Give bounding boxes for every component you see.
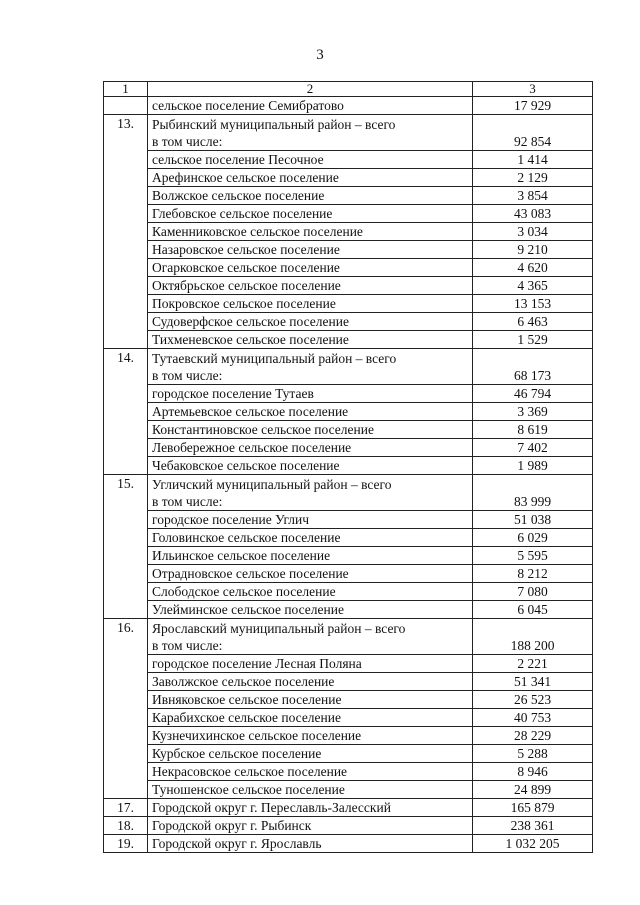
row-value: 17 929 [473, 97, 593, 115]
row-name: Угличский муниципальный район – всего в том числе: [148, 475, 473, 511]
row-name: Артемьевское сельское поселение [148, 403, 473, 421]
row-number: 17. [104, 799, 148, 817]
row-number: 15. [104, 475, 148, 511]
table-row [104, 259, 593, 277]
row-number: 19. [104, 835, 148, 853]
row-value: 51 038 [473, 511, 593, 529]
table-row [104, 799, 593, 817]
row-number [104, 295, 148, 313]
row-number [104, 97, 148, 115]
row-name: Назаровское сельское поселение [148, 241, 473, 259]
table-row [104, 403, 593, 421]
row-value: 8 212 [473, 565, 593, 583]
row-value: 6 463 [473, 313, 593, 331]
row-name: Рыбинский муниципальный район – всего в том числе: [148, 115, 473, 151]
row-number [104, 151, 148, 169]
table-row [104, 421, 593, 439]
row-number: 13. [104, 115, 148, 151]
row-number [104, 439, 148, 457]
row-name: Кузнечихинское сельское поселение [148, 727, 473, 745]
row-name: Константиновское сельское поселение [148, 421, 473, 439]
row-number [104, 709, 148, 727]
row-name: Городской округ г. Рыбинск [148, 817, 473, 835]
row-name: Туношенское сельское поселение [148, 781, 473, 799]
row-value: 3 034 [473, 223, 593, 241]
row-value: 165 879 [473, 799, 593, 817]
row-number [104, 655, 148, 673]
row-number [104, 583, 148, 601]
row-value: 7 402 [473, 439, 593, 457]
row-value: 4 620 [473, 259, 593, 277]
table-row [104, 241, 593, 259]
row-number [104, 565, 148, 583]
row-number [104, 547, 148, 565]
row-number [104, 691, 148, 709]
row-value: 9 210 [473, 241, 593, 259]
header-col-2: 2 [148, 82, 473, 97]
row-value: 2 221 [473, 655, 593, 673]
header-col-3: 3 [473, 82, 593, 97]
row-value: 5 288 [473, 745, 593, 763]
row-value: 4 365 [473, 277, 593, 295]
row-name: Тутаевский муниципальный район – всего в том числе: [148, 349, 473, 385]
row-value: 1 989 [473, 457, 593, 475]
row-number [104, 385, 148, 403]
row-name: Ярославский муниципальный район – всего в том числе: [148, 619, 473, 655]
table-row [104, 673, 593, 691]
row-name: Покровское сельское поселение [148, 295, 473, 313]
row-number: 18. [104, 817, 148, 835]
row-number [104, 457, 148, 475]
row-value: 6 045 [473, 601, 593, 619]
row-value: 7 080 [473, 583, 593, 601]
row-value: 238 361 [473, 817, 593, 835]
row-name: Ильинское сельское поселение [148, 547, 473, 565]
row-value: 8 619 [473, 421, 593, 439]
row-number [104, 727, 148, 745]
row-value: 2 129 [473, 169, 593, 187]
table-row [104, 835, 593, 853]
table-row [104, 277, 593, 295]
row-number [104, 223, 148, 241]
row-value: 83 999 [473, 475, 593, 511]
row-number: 16. [104, 619, 148, 655]
row-value: 3 369 [473, 403, 593, 421]
row-name: Улейминское сельское поселение [148, 601, 473, 619]
row-name: Заволжское сельское поселение [148, 673, 473, 691]
row-value: 40 753 [473, 709, 593, 727]
table-row [104, 223, 593, 241]
table-row [104, 169, 593, 187]
row-number [104, 205, 148, 223]
table-row [104, 151, 593, 169]
row-name: Отрадновское сельское поселение [148, 565, 473, 583]
row-number [104, 745, 148, 763]
row-number [104, 781, 148, 799]
table-row [104, 187, 593, 205]
row-value: 6 029 [473, 529, 593, 547]
row-name: Левобережное сельское поселение [148, 439, 473, 457]
row-name: Городской округ г. Переславль-Залесский [148, 799, 473, 817]
row-value: 3 854 [473, 187, 593, 205]
table-row [104, 349, 593, 385]
row-name: Арефинское сельское поселение [148, 169, 473, 187]
population-table [103, 81, 593, 853]
table-row [104, 547, 593, 565]
row-name: Карабихское сельское поселение [148, 709, 473, 727]
row-value: 51 341 [473, 673, 593, 691]
table-header-row [104, 82, 593, 97]
row-number [104, 511, 148, 529]
row-name: сельское поселение Семибратово [148, 97, 473, 115]
row-name: Тихменевское сельское поселение [148, 331, 473, 349]
table-row [104, 709, 593, 727]
row-name: Октябрьское сельское поселение [148, 277, 473, 295]
row-name: Огарковское сельское поселение [148, 259, 473, 277]
row-value: 8 946 [473, 763, 593, 781]
row-number [104, 241, 148, 259]
row-value: 46 794 [473, 385, 593, 403]
row-value: 43 083 [473, 205, 593, 223]
row-name: Некрасовское сельское поселение [148, 763, 473, 781]
row-number [104, 673, 148, 691]
table-row [104, 781, 593, 799]
row-number: 14. [104, 349, 148, 385]
row-number [104, 169, 148, 187]
table-row [104, 331, 593, 349]
row-name: Городской округ г. Ярославль [148, 835, 473, 853]
row-value: 1 529 [473, 331, 593, 349]
row-number [104, 277, 148, 295]
table-row [104, 457, 593, 475]
table-row [104, 619, 593, 655]
row-number [104, 313, 148, 331]
row-value: 68 173 [473, 349, 593, 385]
table-row [104, 745, 593, 763]
row-number [104, 259, 148, 277]
table-row [104, 115, 593, 151]
row-name: городское поселение Углич [148, 511, 473, 529]
row-value: 13 153 [473, 295, 593, 313]
table-row [104, 817, 593, 835]
row-value: 5 595 [473, 547, 593, 565]
table-row [104, 295, 593, 313]
page-number: 3 [316, 47, 324, 63]
row-name: Ивняковское сельское поселение [148, 691, 473, 709]
row-number [104, 331, 148, 349]
row-name: Волжское сельское поселение [148, 187, 473, 205]
row-value: 1 414 [473, 151, 593, 169]
row-value: 26 523 [473, 691, 593, 709]
table-row [104, 511, 593, 529]
table-row [104, 313, 593, 331]
row-name: Головинское сельское поселение [148, 529, 473, 547]
table-row [104, 475, 593, 511]
row-name: Курбское сельское поселение [148, 745, 473, 763]
table-row [104, 601, 593, 619]
table-row [104, 727, 593, 745]
row-name: городское поселение Лесная Поляна [148, 655, 473, 673]
row-name: Каменниковское сельское поселение [148, 223, 473, 241]
row-name: Слободское сельское поселение [148, 583, 473, 601]
table-row [104, 529, 593, 547]
table-row [104, 565, 593, 583]
table-row [104, 439, 593, 457]
row-value: 188 200 [473, 619, 593, 655]
row-name: Глебовское сельское поселение [148, 205, 473, 223]
row-value: 1 032 205 [473, 835, 593, 853]
table-row [104, 385, 593, 403]
row-number [104, 763, 148, 781]
table-row [104, 763, 593, 781]
row-number [104, 403, 148, 421]
row-value: 28 229 [473, 727, 593, 745]
row-value: 92 854 [473, 115, 593, 151]
row-value: 24 899 [473, 781, 593, 799]
row-name: городское поселение Тутаев [148, 385, 473, 403]
row-name: Судоверфское сельское поселение [148, 313, 473, 331]
table-row [104, 97, 593, 115]
row-number [104, 187, 148, 205]
header-col-1: 1 [104, 82, 148, 97]
table-row [104, 655, 593, 673]
table-row [104, 205, 593, 223]
row-number [104, 529, 148, 547]
row-number [104, 601, 148, 619]
table-row [104, 691, 593, 709]
table-row [104, 583, 593, 601]
row-name: сельское поселение Песочное [148, 151, 473, 169]
row-number [104, 421, 148, 439]
row-name: Чебаковское сельское поселение [148, 457, 473, 475]
